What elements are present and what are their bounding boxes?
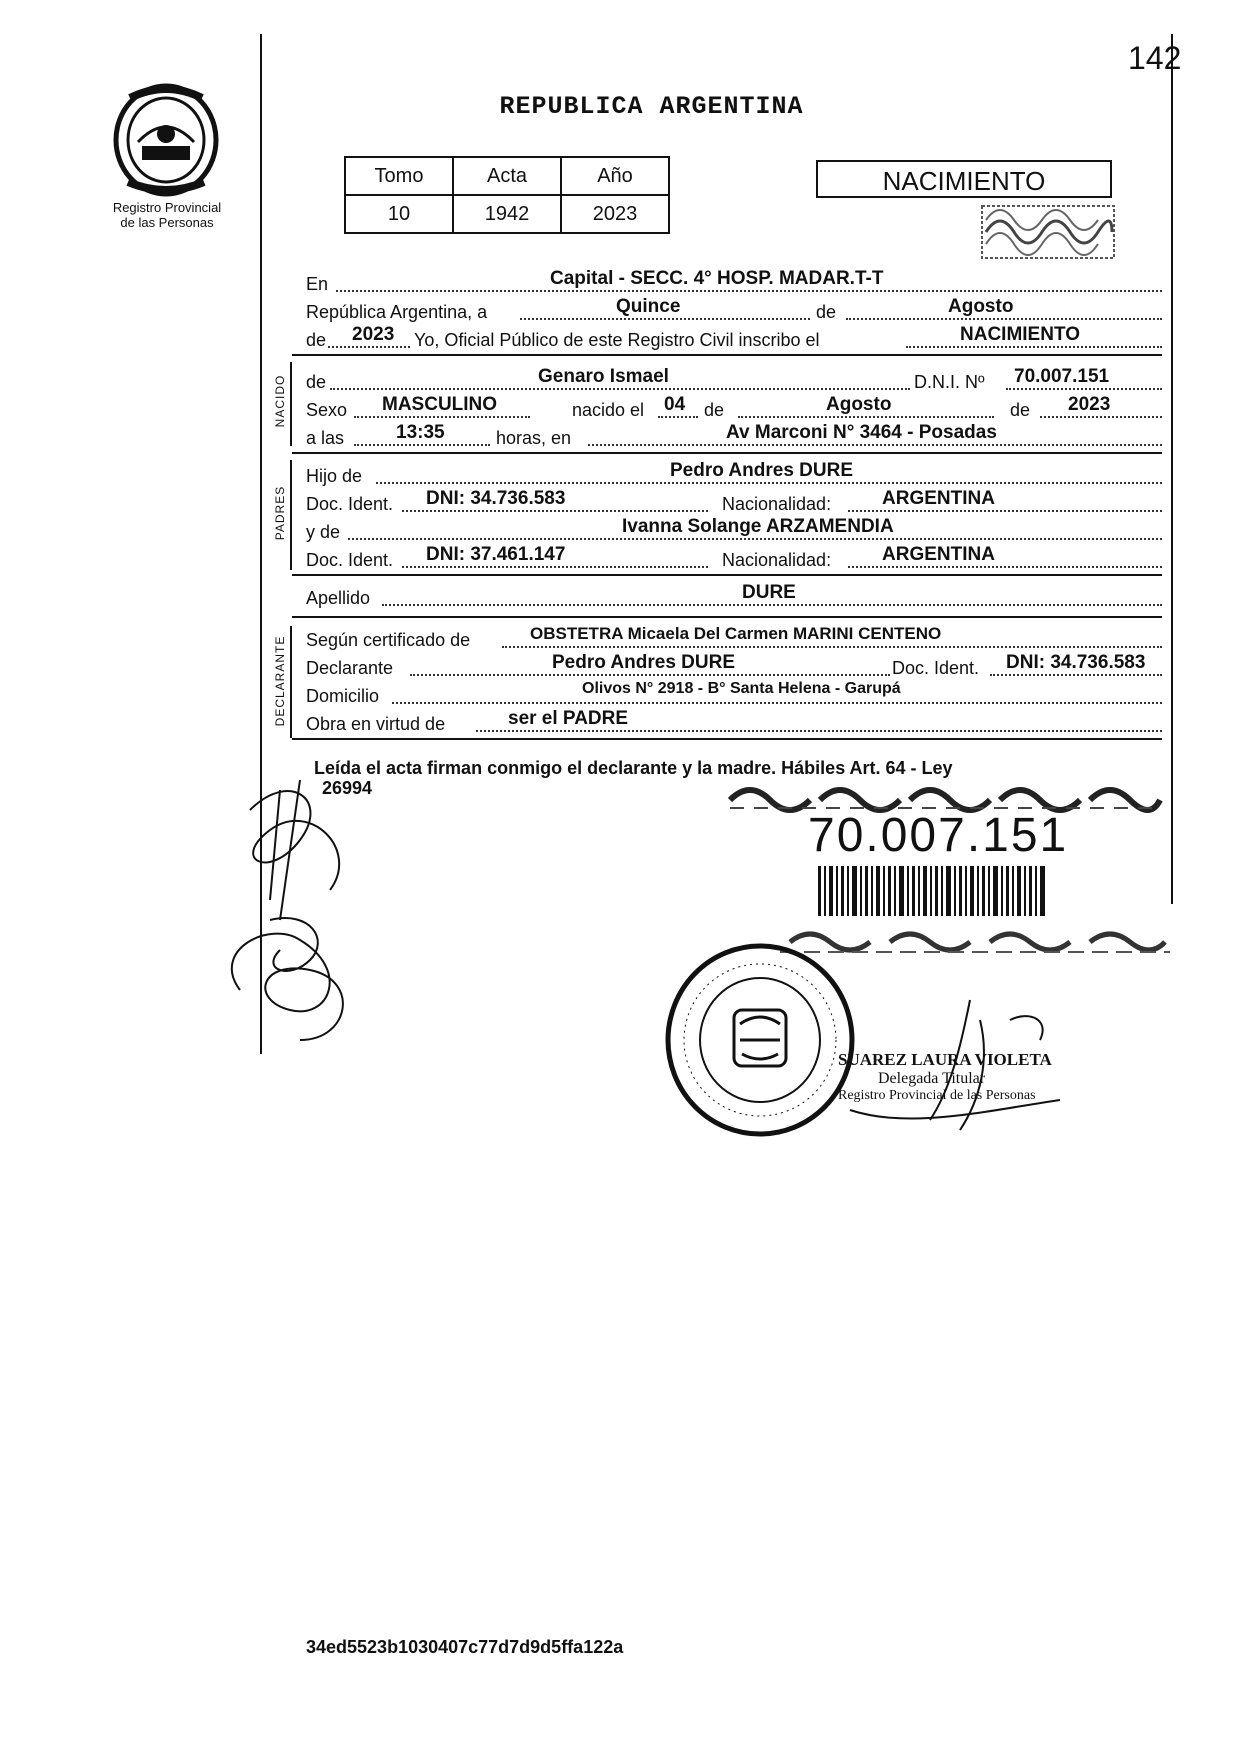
obra-label: Obra en virtud de [306, 714, 446, 734]
register-value-acta: 1942 [453, 195, 561, 233]
nacido-de-label2: de [704, 400, 725, 420]
sexo-label: Sexo [306, 400, 348, 420]
a-las-label: a las [306, 428, 345, 448]
padre-doc: DNI: 34.736.583 [426, 488, 566, 509]
register-value-tomo: 10 [345, 195, 453, 233]
document-type-box: NACIMIENTO [816, 160, 1112, 198]
padre-nac-label: Nacionalidad: [722, 494, 832, 514]
divider [292, 616, 1162, 618]
id-number-large: 70.007.151 [808, 809, 1069, 862]
declarante-bracket [290, 626, 292, 738]
padre-nombre: Pedro Andres DURE [670, 460, 853, 481]
padres-bracket [290, 460, 292, 570]
padre-nacionalidad: ARGENTINA [882, 488, 995, 509]
row-anio [306, 326, 1166, 352]
nacido-nombre: Genaro Ismael [538, 366, 669, 387]
barcode-icon [818, 866, 1048, 916]
closing-text: Leída el acta firman conmigo el declarante y la madre. Hábiles Art. 64 - Ley [314, 758, 953, 778]
register-header-acta: Acta [453, 157, 561, 195]
declarante-nombre: Pedro Andres DURE [552, 652, 735, 673]
madre-doc: DNI: 37.461.147 [426, 544, 566, 565]
row-declarante [306, 654, 1166, 680]
row-nacido-hora [306, 424, 1166, 450]
madre-nac-label: Nacionalidad: [722, 550, 832, 570]
official-name: SUAREZ LAURA VIOLETA [838, 1050, 1052, 1069]
row-padre-doc [306, 490, 1166, 516]
official-block [838, 1050, 1052, 1104]
declarante-label: Declarante [306, 658, 394, 678]
en-label: En [306, 274, 329, 294]
closing-law: 26994 [322, 778, 373, 798]
nacido-anio: 2023 [1068, 394, 1111, 415]
divider [292, 574, 1162, 576]
row-nacido-sexo [306, 396, 1166, 422]
section-label-declarante: DECLARANTE [273, 635, 287, 727]
official-role: Delegada Titular [878, 1070, 986, 1087]
dia-inscripcion: Quince [616, 296, 681, 317]
row-republica [306, 298, 1166, 324]
logo-caption [92, 200, 242, 230]
republica-label: República Argentina, a [306, 302, 488, 322]
document-title: REPUBLICA ARGENTINA [499, 92, 804, 121]
nacido-bracket [290, 362, 292, 446]
nacido-dia: 04 [664, 394, 686, 415]
official-org: Registro Provincial de las Personas [838, 1088, 1036, 1103]
padre-doc-label: Doc. Ident. [306, 494, 394, 514]
apellido-label: Apellido [306, 588, 371, 608]
certificado-value: OBSTETRA Micaela Del Carmen MARINI CENTENO [530, 624, 942, 643]
document-hash: 34ed5523b1030407c77d7d9d5ffa122a [306, 1637, 624, 1657]
nacido-el-label: nacido el [572, 400, 645, 420]
de2-label: de [306, 330, 327, 350]
madre-doc-label: Doc. Ident. [306, 550, 394, 570]
de-label: de [816, 302, 837, 322]
signature-declarante-icon [210, 770, 390, 1050]
logo-caption-line1: Registro Provincial [112, 200, 222, 215]
tipo-inscripcion: NACIMIENTO [960, 324, 1080, 345]
divider [292, 738, 1162, 740]
nacido-lugar: Av Marconi N° 3464 - Posadas [726, 422, 997, 443]
row-y-de [306, 518, 1166, 544]
certificado-label: Según certificado de [306, 630, 471, 650]
row-madre-doc [306, 546, 1166, 572]
row-en [306, 270, 1166, 296]
lugar-inscripcion: Capital - SECC. 4° HOSP. MADAR.T-T [550, 268, 884, 289]
row-domicilio [306, 682, 1166, 708]
domicilio-value: Olivos N° 2918 - B° Santa Helena - Garupá [582, 680, 901, 697]
oficial-text: Yo, Oficial Público de este Registro Civil inscribo el [414, 330, 820, 350]
declarante-doc-label: Doc. Ident. [892, 658, 980, 678]
horas-label: horas, en [496, 428, 572, 448]
row-nacido-nombre [306, 368, 1166, 394]
madre-nacionalidad: ARGENTINA [882, 544, 995, 565]
nacido-dni: 70.007.151 [1014, 366, 1110, 387]
row-hijo-de [306, 462, 1166, 488]
row-certificado [306, 626, 1166, 652]
mes-inscripcion: Agosto [948, 296, 1014, 317]
y-de-label: y de [306, 522, 341, 542]
madre-nombre: Ivanna Solange ARZAMENDIA [622, 516, 894, 537]
nacido-mes: Agosto [826, 394, 892, 415]
nacido-hora: 13:35 [396, 422, 445, 443]
nacido-de-label: de [306, 372, 327, 392]
register-table [344, 156, 670, 234]
section-label-padres: PADRES [273, 485, 287, 541]
nacido-sexo: MASCULINO [382, 394, 498, 415]
register-value-anio: 2023 [561, 195, 669, 233]
register-header-tomo: Tomo [345, 157, 453, 195]
divider [292, 354, 1162, 356]
nacido-de-label3: de [1010, 400, 1031, 420]
divider [292, 452, 1162, 454]
apellido-value: DURE [742, 582, 796, 603]
security-stamp-icon [980, 204, 1116, 260]
logo-caption-line2: de las Personas [120, 215, 214, 230]
obra-value: ser el PADRE [508, 708, 629, 729]
dni-label: D.N.I. Nº [914, 372, 985, 392]
domicilio-label: Domicilio [306, 686, 380, 706]
register-header-anio: Año [561, 157, 669, 195]
declarante-doc: DNI: 34.736.583 [1006, 652, 1146, 673]
row-apellido [306, 584, 1166, 610]
anio-inscripcion: 2023 [352, 324, 395, 345]
section-label-nacido: NACIDO [273, 374, 287, 428]
hijo-de-label: Hijo de [306, 466, 363, 486]
page-number: 142 [1128, 40, 1182, 76]
row-obra [306, 710, 1166, 736]
